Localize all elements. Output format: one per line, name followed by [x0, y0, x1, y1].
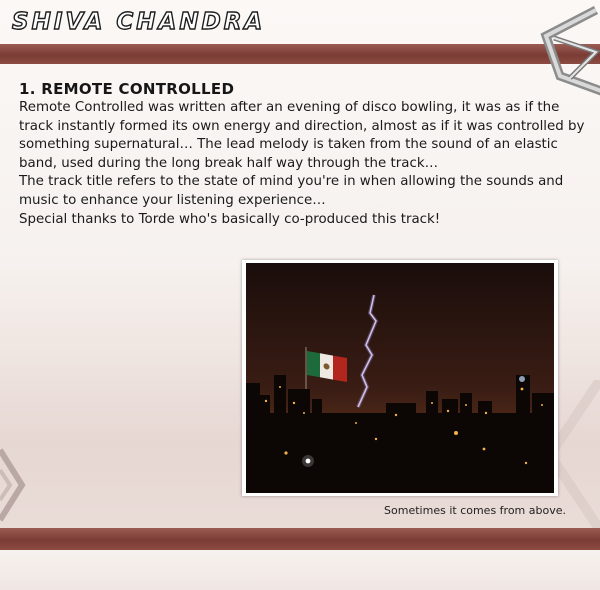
lightning-city-image — [246, 263, 554, 493]
artist-logo: SHIVA CHANDRA — [12, 9, 266, 35]
track-description — [19, 99, 587, 229]
left-decoration — [0, 440, 40, 530]
paragraph: Remote Controlled was written after an evening of disco bowling, it was as if the track instantly formed its own energy and direction, almost as if it was controlled by something supernatural… The lead melody is taken from the sound of an elastic band, used during the long break half way through the track… — [19, 100, 585, 171]
top-band — [0, 44, 600, 64]
paragraph: The track title refers to the state of mind you're in when allowing the sounds and music to enhance your listening experience… — [19, 174, 564, 208]
paragraph: Special thanks to Torde who's basically co-produced this track! — [19, 211, 441, 227]
photo-caption: Sometimes it comes from above. — [384, 504, 566, 517]
bottom-band — [0, 528, 600, 550]
night-city-photo — [242, 260, 558, 496]
track-heading: 1. REMOTE CONTROLLED — [19, 80, 235, 98]
bottom-strip — [0, 550, 600, 590]
logo-emblem-icon — [526, 6, 600, 96]
